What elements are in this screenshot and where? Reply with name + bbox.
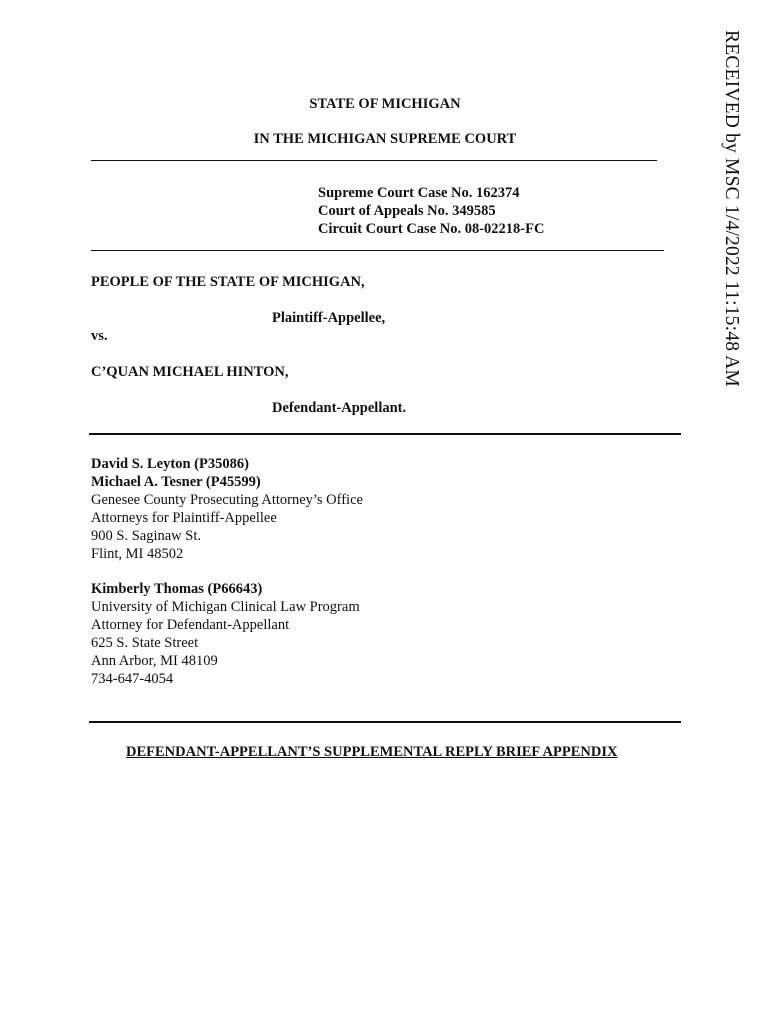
attorney-name: David S. Leyton (P35086) (91, 456, 249, 472)
office-name: Genesee County Prosecuting Attorney’s Office (91, 492, 363, 508)
defendant-name: C’QUAN MICHAEL HINTON, (91, 364, 289, 380)
office-name: University of Michigan Clinical Law Program (91, 599, 360, 615)
phone-number: 734-647-4054 (91, 671, 174, 687)
city-state-zip: Flint, MI 48502 (91, 546, 184, 562)
street-address: 625 S. State Street (91, 635, 199, 651)
circuit-court-case-number: Circuit Court Case No. 08-02218-FC (318, 221, 545, 237)
plaintiff-name: PEOPLE OF THE STATE OF MICHIGAN, (91, 274, 365, 290)
attorney-name: Kimberly Thomas (P66643) (91, 581, 263, 597)
case-numbers (318, 184, 544, 238)
defendant-role: Defendant-Appellant. (272, 400, 407, 416)
counsel-divider (89, 721, 681, 723)
plaintiff-role: Plaintiff-Appellee, (272, 310, 386, 326)
city-state-zip: Ann Arbor, MI 48109 (91, 653, 218, 669)
document-title: DEFENDANT-APPELLANT’S SUPPLEMENTAL REPLY BRIEF APPENDIX (126, 744, 618, 760)
defendant-counsel-block (91, 580, 360, 688)
state-heading: STATE OF MICHIGAN (309, 96, 461, 112)
court-heading: IN THE MICHIGAN SUPREME COURT (253, 131, 517, 147)
street-address: 900 S. Saginaw St. (91, 528, 201, 544)
attorney-name: Michael A. Tesner (P45599) (91, 474, 261, 490)
court-of-appeals-number: Court of Appeals No. 349585 (318, 203, 496, 219)
versus-label: vs. (91, 328, 108, 344)
case-number-divider (91, 250, 664, 251)
counsel-role: Attorneys for Plaintiff-Appellee (91, 510, 277, 526)
plaintiff-counsel-block (91, 455, 363, 563)
counsel-role: Attorney for Defendant-Appellant (91, 617, 290, 633)
caption-divider (89, 433, 681, 435)
supreme-court-case-number: Supreme Court Case No. 162374 (318, 185, 520, 201)
header-divider (91, 160, 657, 161)
received-stamp: RECEIVED by MSC 1/4/2022 11:15:48 AM (721, 30, 742, 387)
